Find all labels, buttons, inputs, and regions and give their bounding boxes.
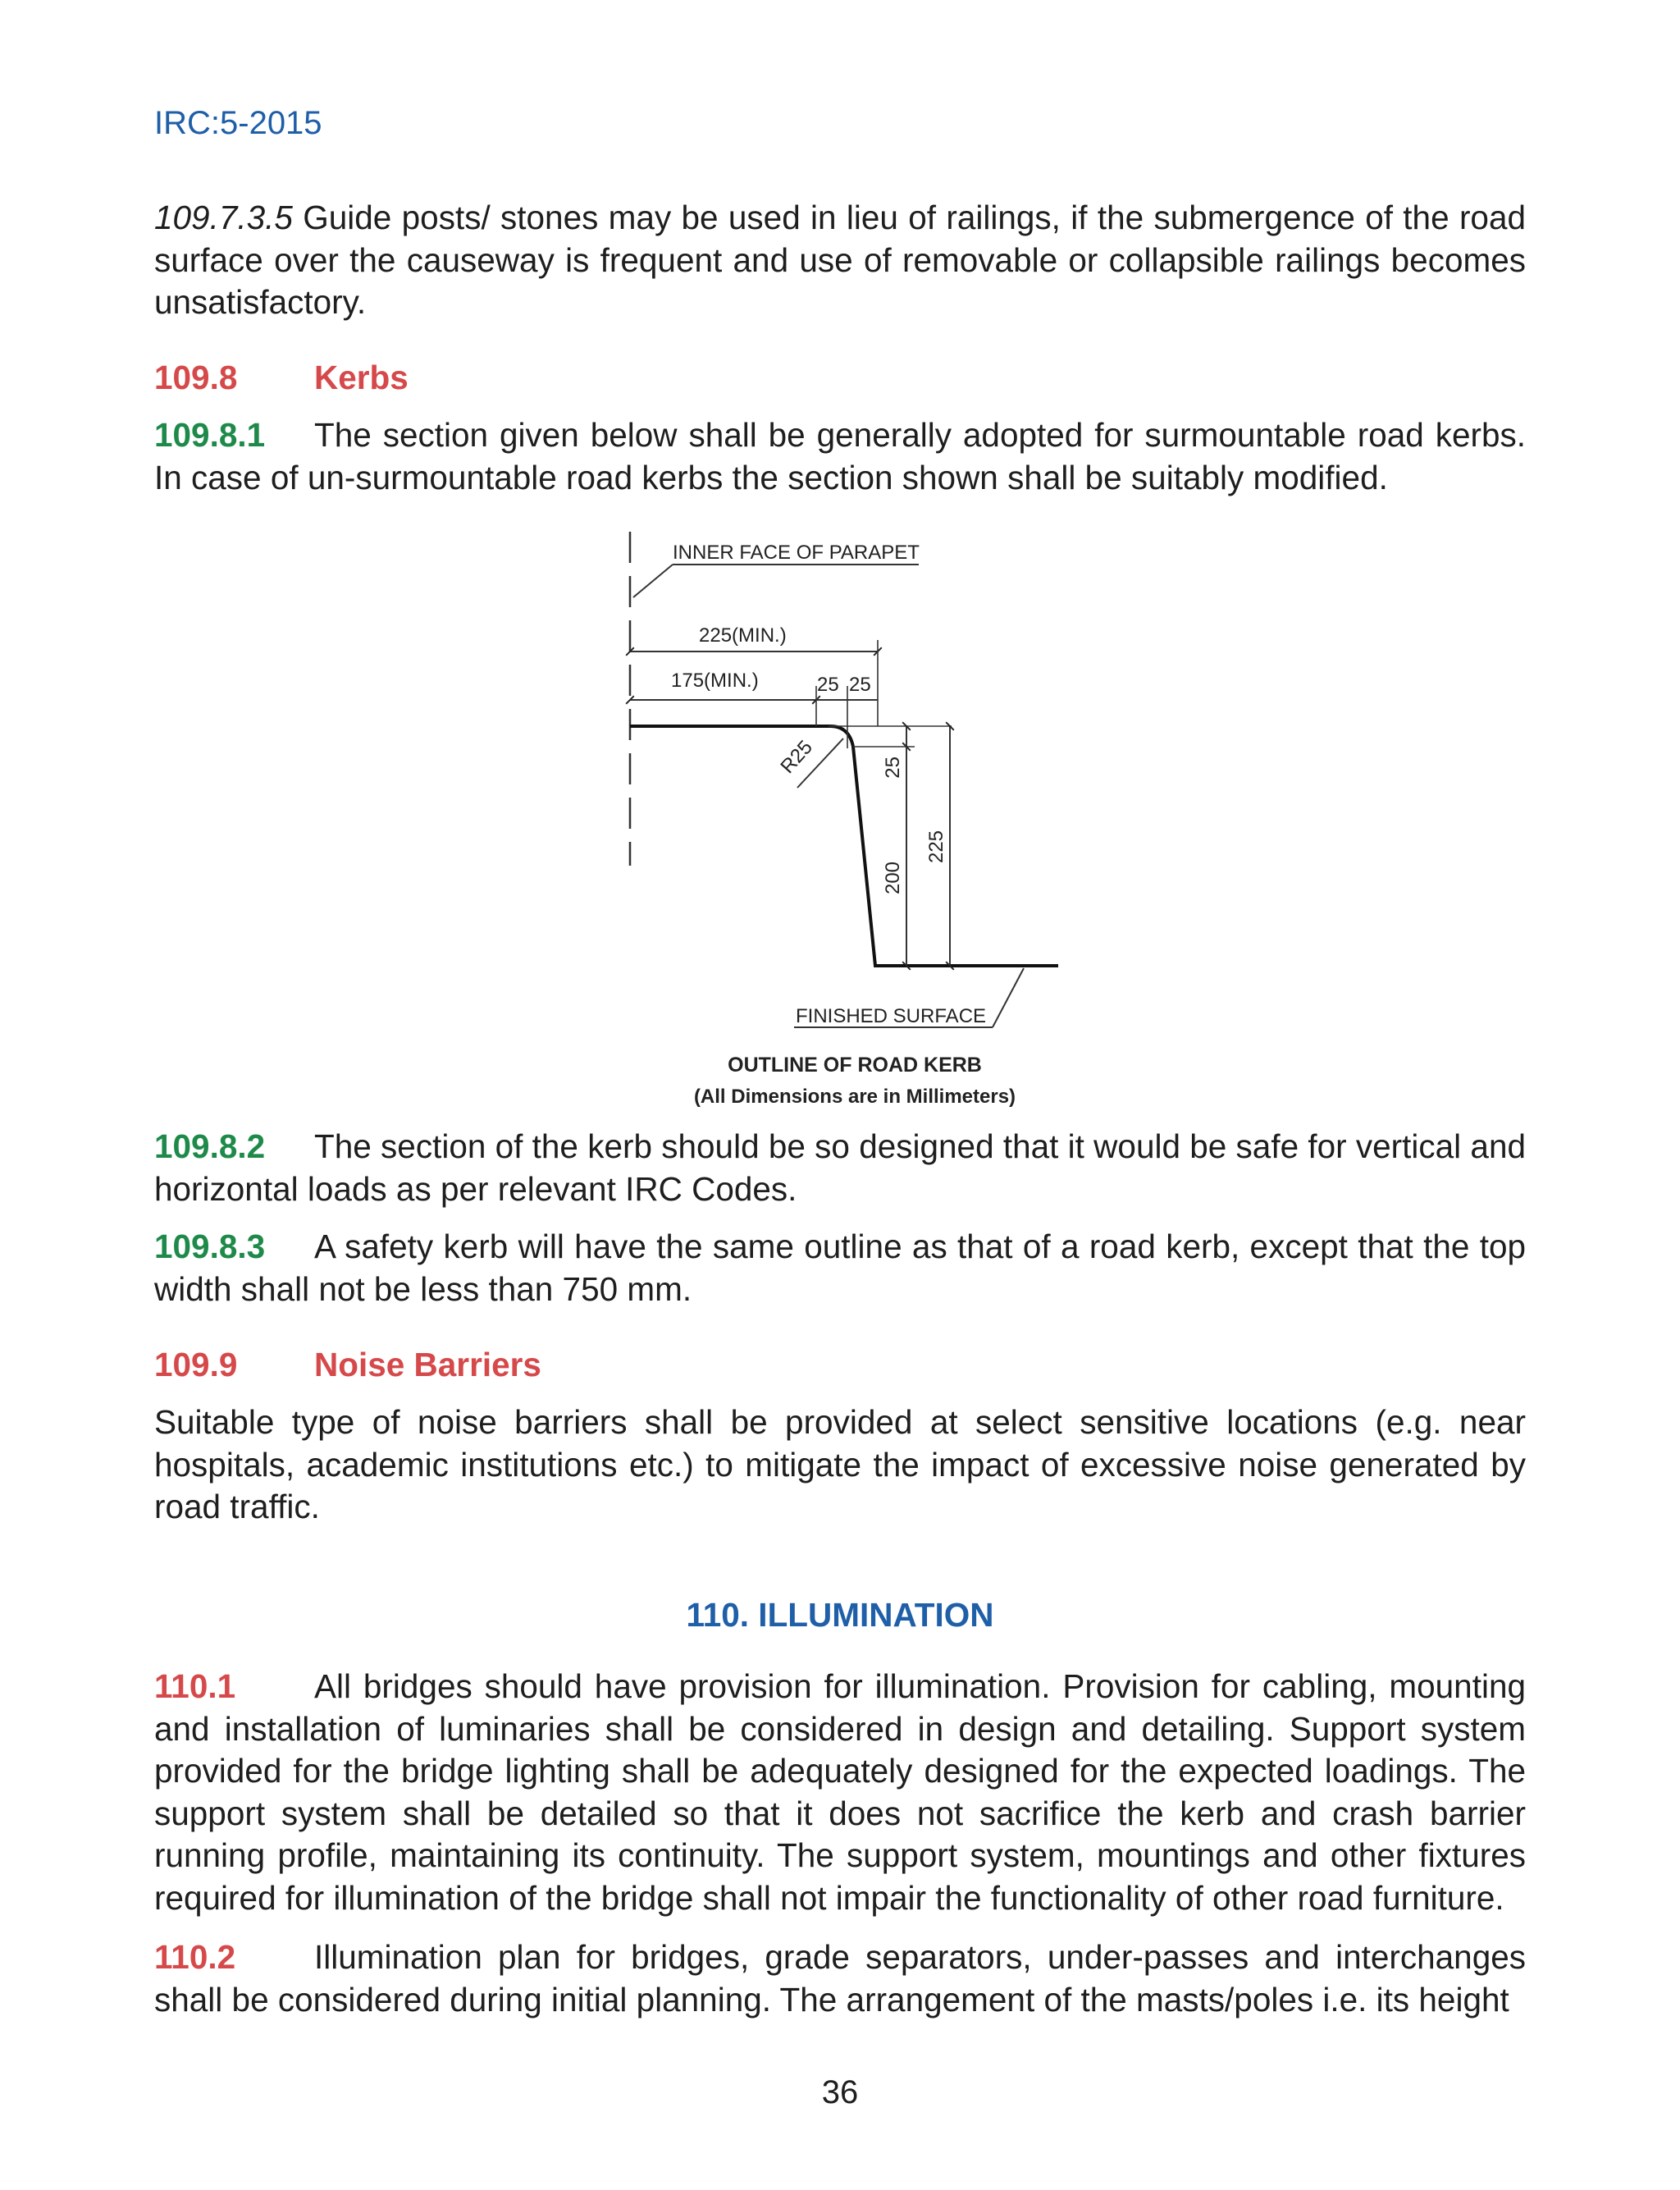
dim-label-225: 225 — [925, 830, 947, 864]
label-finished-surface: FINISHED SURFACE — [796, 1005, 987, 1027]
clause-text: Illumination plan for bridges, grade separators, under-passes and interchanges shall be considered during initial planning. The arrangement of the masts/poles i.e. its height — [154, 1938, 1526, 2019]
paragraph-109-8-3 — [154, 1226, 1526, 1310]
clause-number: 109.7.3.5 — [154, 199, 293, 236]
clause-number: 110.2 — [154, 1938, 236, 1976]
dim-label-175-min: 175(MIN.) — [671, 670, 759, 692]
document-code-header: IRC:5-2015 — [154, 105, 322, 141]
section-number: 109.8 — [154, 359, 238, 396]
clause-text: The section given below shall be generally adopted for surmountable road kerbs. In case of un-surmountable road kerbs the section shown shall be suitably modified. — [154, 416, 1526, 496]
page-number: 36 — [821, 2074, 859, 2110]
clause-text: The section of the kerb should be so designed that it would be safe for vertical and horizontal loads as per relevant IRC Codes. — [154, 1127, 1526, 1208]
paragraph-text: Suitable type of noise barriers shall be provided at select sensitive locations (e.g. near hospitals, academic institutions etc.) to mitigate the impact of excessive noise generated by road traffic. — [154, 1403, 1526, 1525]
clause-text: All bridges should have provision for illumination. Provision for cabling, mounting and installation of luminaries shall be considered in design and detailing. Support system provided for the bridge lighting shall be adequately designed for the expected loadings. The support system shall be detailed so that it does not sacrifice the kerb and crash barrier running profile, maintaining its continuity. The support system, mountings and other fixtures required for illumination of the bridge shall not impair the functionality of other road furniture. — [154, 1667, 1526, 1917]
clause-number: 110.1 — [154, 1667, 236, 1705]
section-heading-noise-barriers — [154, 1346, 541, 1384]
dim-label-25-vertical: 25 — [882, 757, 904, 779]
section-title: Kerbs — [314, 359, 409, 396]
clause-number: 109.8.2 — [154, 1127, 266, 1165]
clause-number: 109.8.3 — [154, 1228, 266, 1265]
clause-number: 109.8.1 — [154, 416, 266, 454]
label-inner-face-of-parapet: INNER FACE OF PARAPET — [673, 542, 920, 564]
dim-label-r25: R25 — [776, 736, 817, 779]
chapter-heading-illumination: 110. ILLUMINATION — [686, 1596, 994, 1634]
paragraph-109-8-2 — [154, 1126, 1526, 1210]
parapet-leader — [633, 565, 673, 597]
clause-text: A safety kerb will have the same outline as that of a road kerb, except that the top width shall not be less than 750 mm. — [154, 1228, 1526, 1308]
paragraph-110-2 — [154, 1936, 1526, 2021]
dim-label-25-b: 25 — [849, 674, 871, 696]
paragraph-110-1 — [154, 1666, 1526, 1919]
clause-text: Guide posts/ stones may be used in lieu of railings, if the submergence of the road surface over the causeway is frequent and use of removable or collapsible railings becomes unsatisfactory. — [154, 199, 1526, 321]
dim-label-225-min: 225(MIN.) — [699, 624, 787, 647]
dim-label-25-a: 25 — [817, 674, 839, 696]
section-number: 109.9 — [154, 1346, 238, 1383]
dim-label-200: 200 — [882, 861, 904, 895]
section-title: Noise Barriers — [314, 1346, 541, 1383]
kerb-profile-outline — [630, 726, 1058, 966]
finished-surface-leader — [993, 968, 1024, 1027]
figure-caption-note: (All Dimensions are in Millimeters) — [693, 1086, 1016, 1108]
paragraph-109-9 — [154, 1401, 1526, 1529]
figure-caption-title: OUTLINE OF ROAD KERB — [728, 1054, 982, 1077]
